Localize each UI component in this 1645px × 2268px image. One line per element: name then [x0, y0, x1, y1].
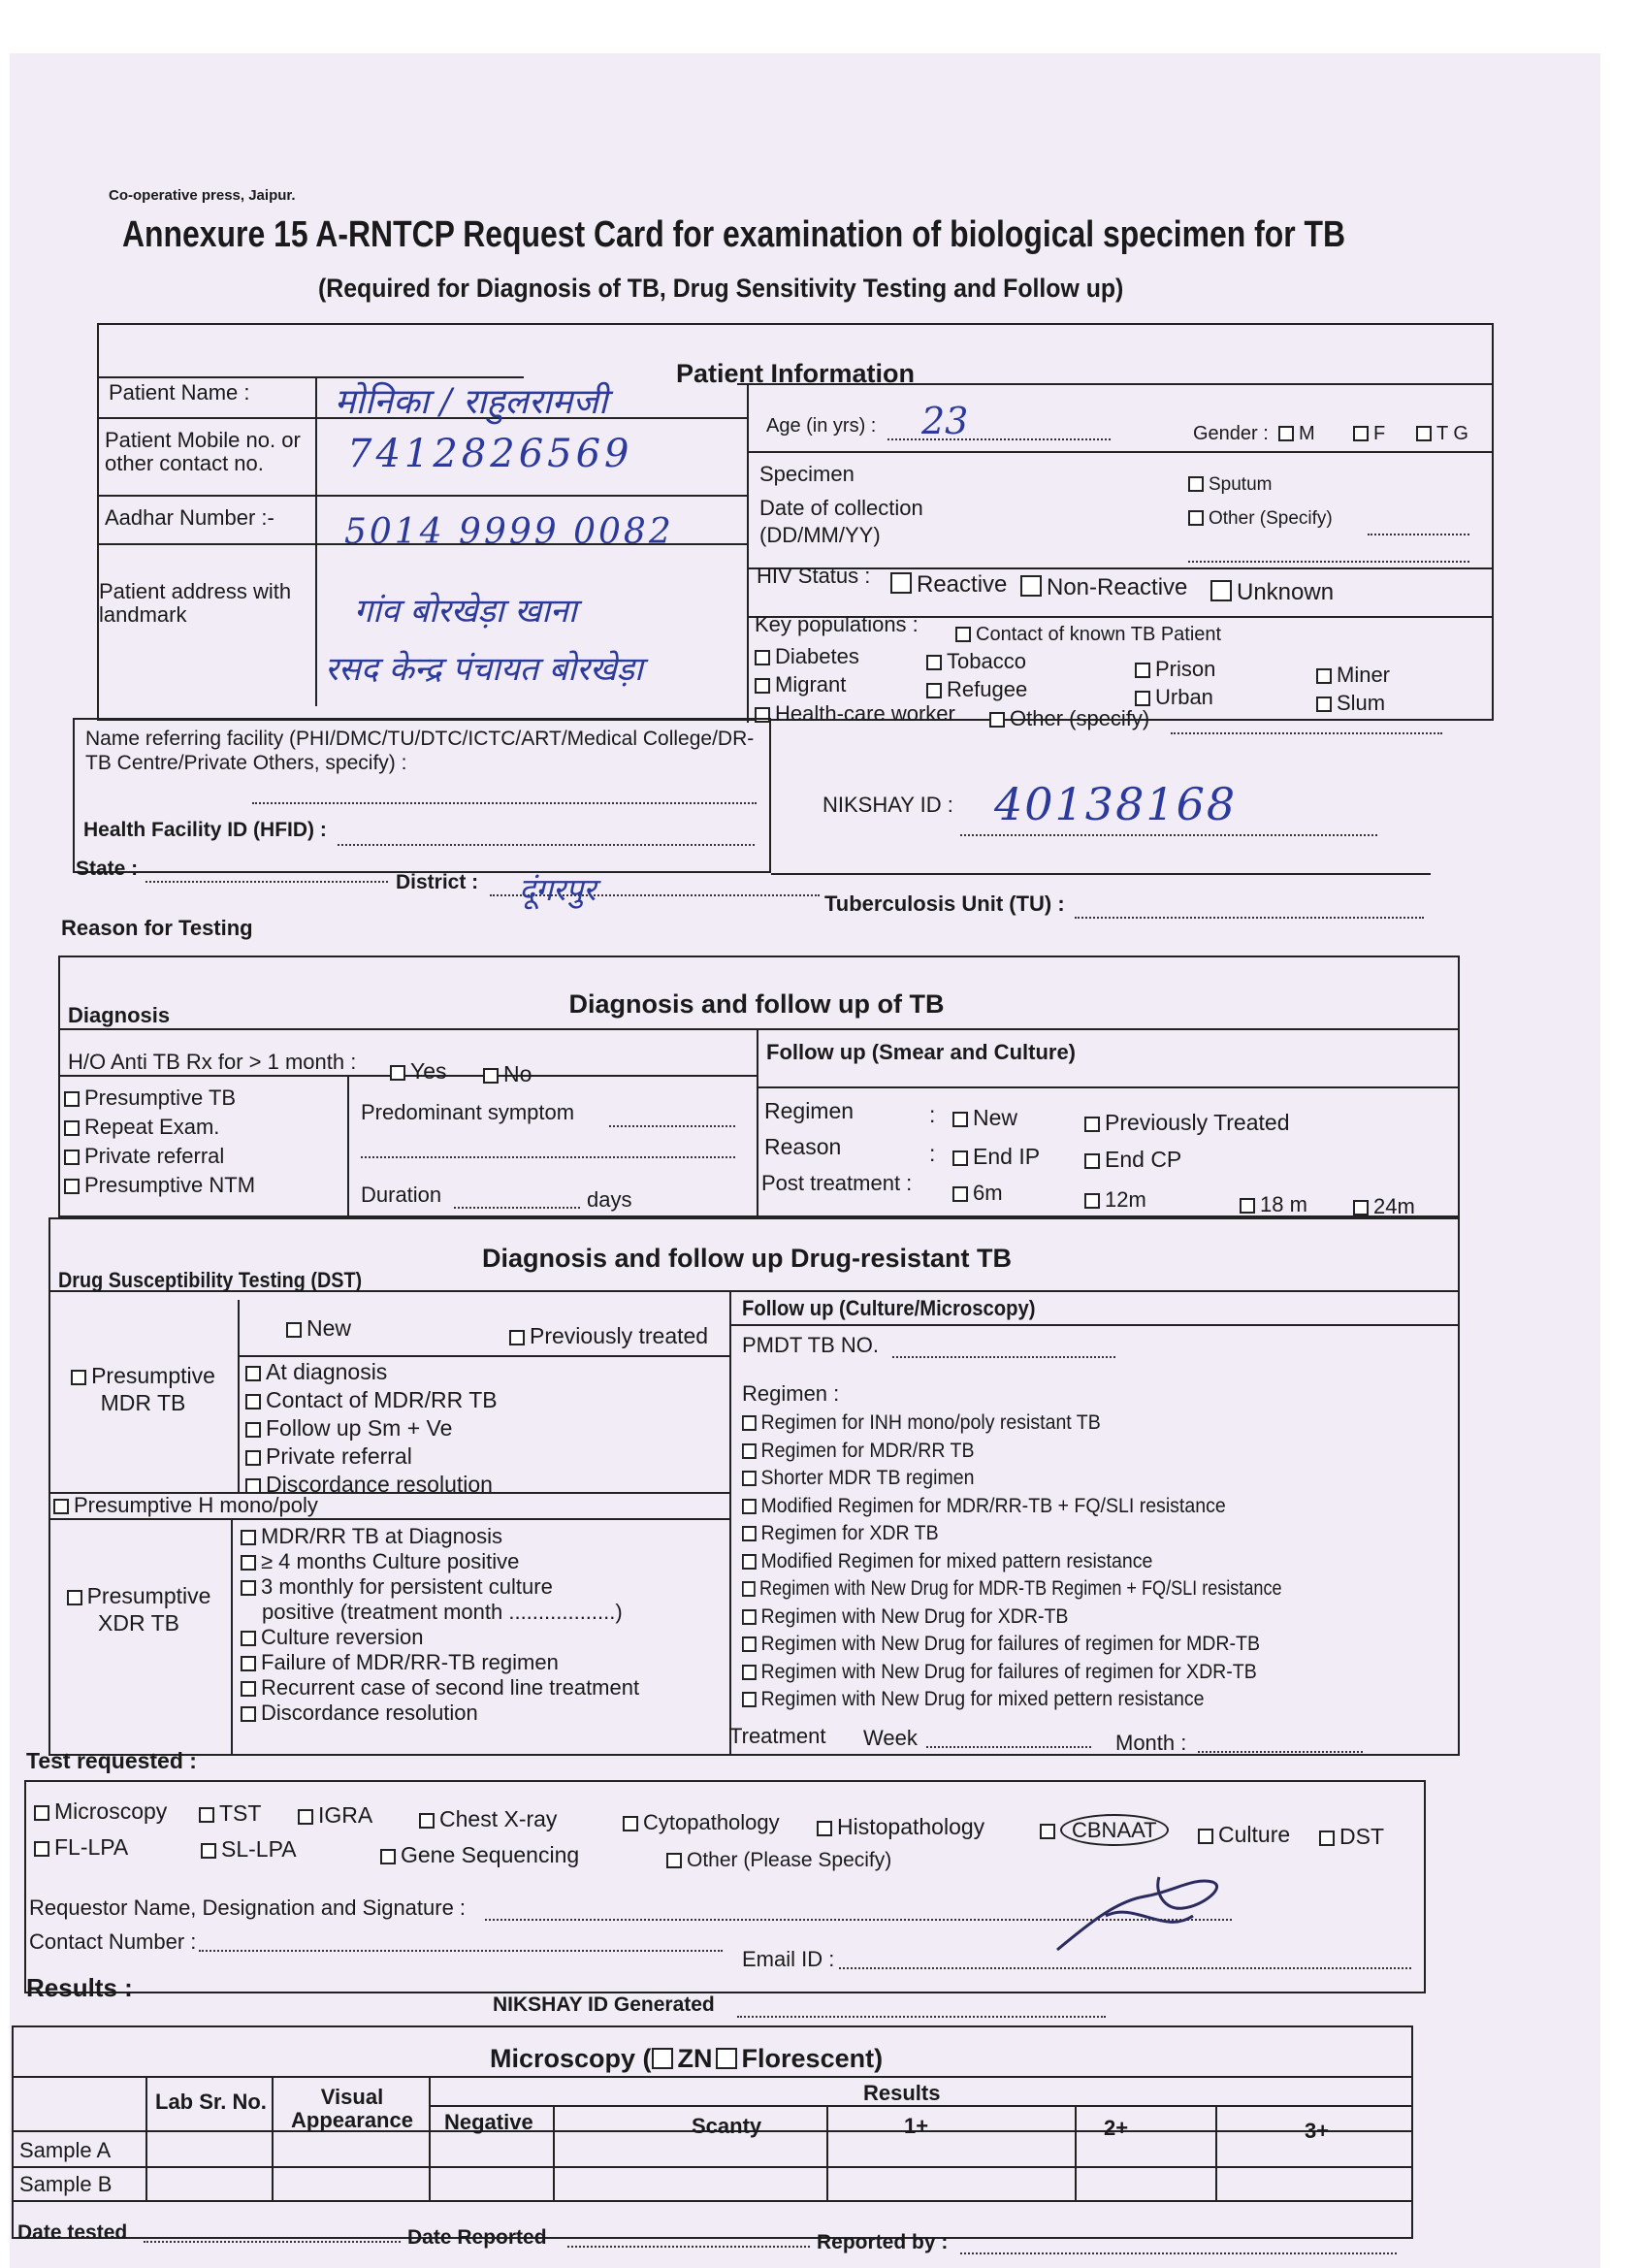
regimen-new[interactable]: New	[952, 1106, 1017, 1130]
key-populations-label: Key populations :	[755, 612, 919, 636]
dr-regimen-option[interactable]: Modified Regimen for mixed pattern resistance	[742, 1550, 1326, 1578]
xdr-positive-line: positive (treatment month ..................)	[262, 1600, 623, 1624]
patient-mobile-label: Patient Mobile no. or other contact no.	[105, 428, 301, 476]
test-gene-sequencing[interactable]: Gene Sequencing	[380, 1843, 579, 1867]
mdr-option[interactable]: Discordance resolution	[245, 1473, 498, 1501]
dr-regimen-option[interactable]: Modified Regimen for MDR/RR-TB + FQ/SLI resistance	[742, 1495, 1326, 1523]
test-other[interactable]: Other (Please Specify)	[666, 1849, 891, 1871]
dr-regimen-option[interactable]: Regimen with New Drug for MDR-TB Regimen + FQ/SLI resistance	[742, 1577, 1282, 1605]
diagnosis-label: Diagnosis	[68, 1003, 171, 1027]
email-label: Email ID :	[742, 1947, 835, 1971]
post-6m[interactable]: 6m	[952, 1182, 1003, 1205]
mdr-new[interactable]: New	[286, 1316, 351, 1341]
reason-end-ip[interactable]: End IP	[952, 1145, 1040, 1169]
presumptive-mdr[interactable]: Presumptive MDR TB	[53, 1363, 233, 1416]
hiv-label: HIV Status :	[757, 564, 871, 588]
negative-header: Negative	[444, 2110, 533, 2134]
followup-culture-title: Follow up (Culture/Microscopy)	[742, 1296, 1036, 1320]
gender-label: Gender :	[1193, 423, 1269, 444]
age-value: 23	[921, 400, 969, 442]
nikshay-generated-label: NIKSHAY ID Generated	[493, 1993, 715, 2016]
contact-number-label: Contact Number :	[29, 1929, 197, 1954]
followup-smear-title: Follow up (Smear and Culture)	[766, 1040, 1077, 1064]
keypop-urban[interactable]: Urban	[1135, 686, 1213, 709]
week-label: Week	[863, 1726, 918, 1750]
address-label: Patient address with landmark	[99, 579, 292, 628]
grade-3-header: 3+	[1305, 2119, 1330, 2143]
aadhar-value: 5014 9999 0082	[344, 512, 674, 552]
presumptive-ntm[interactable]: Presumptive NTM	[64, 1174, 255, 1197]
xdr-option[interactable]: ≥ 4 months Culture positive	[241, 1550, 639, 1575]
test-microscopy[interactable]: Microscopy	[34, 1799, 167, 1824]
post-18m[interactable]: 18 m	[1240, 1193, 1307, 1216]
mdr-option[interactable]: Private referral	[245, 1444, 498, 1473]
dr-regimen-option[interactable]: Regimen for INH mono/poly resistant TB	[742, 1411, 1326, 1440]
grade-1-header: 1+	[904, 2114, 929, 2138]
age-label: Age (in yrs) :	[766, 415, 877, 437]
hiv-reactive[interactable]: Reactive	[890, 572, 1007, 598]
presumptive-h-mono[interactable]: Presumptive H mono/poly	[53, 1494, 318, 1517]
gender-m[interactable]: M	[1278, 423, 1315, 444]
ho-anti-tb-label: H/O Anti TB Rx for > 1 month :	[68, 1050, 357, 1074]
xdr-option[interactable]: Discordance resolution	[241, 1701, 639, 1727]
mdr-option[interactable]: Follow up Sm + Ve	[245, 1416, 498, 1444]
press-name: Co-operative press, Jaipur.	[109, 187, 296, 204]
referring-facility-label: Name referring facility (PHI/DMC/TU/DTC/ICTC/ART/Medical College/DR-TB Centre/Private Others, specify) :	[85, 728, 755, 774]
reason-for-testing-label: Reason for Testing	[61, 916, 253, 940]
visual-appearance-header: Visual Appearance	[291, 2085, 413, 2133]
date-tested-label: Date tested	[17, 2221, 128, 2244]
florescent-option[interactable]: Florescent)	[741, 2044, 884, 2073]
xdr-option[interactable]: Culture reversion	[241, 1626, 639, 1651]
predominant-symptom-label: Predominant symptom	[361, 1100, 575, 1124]
date-reported-label: Date Reported	[407, 2226, 547, 2249]
dr-tb-title: Diagnosis and follow up Drug-resistant TB	[481, 1244, 1013, 1273]
dr-regimen-option[interactable]: Regimen with New Drug for XDR-TB	[742, 1605, 1326, 1634]
test-requested-label: Test requested :	[26, 1748, 197, 1773]
mdr-option[interactable]: Contact of MDR/RR TB	[245, 1388, 498, 1416]
dr-regimen-list	[742, 1411, 1370, 1716]
xdr-option[interactable]: Recurrent case of second line treatment	[241, 1676, 639, 1701]
address-line1: गांव बोरखेड़ा खाना	[354, 592, 577, 631]
address-line2: रसद केन्द्र पंचायत बोरखेड़ा	[325, 650, 643, 689]
reported-by-label: Reported by :	[817, 2231, 949, 2253]
test-dst[interactable]: DST	[1319, 1825, 1384, 1849]
keypop-other[interactable]: Other (specify)	[989, 707, 1149, 730]
post-treatment-label: Post treatment :	[761, 1171, 913, 1195]
patient-name-value: मोनिका / राहुलरामजी	[335, 382, 608, 422]
test-sl-lpa[interactable]: SL-LPA	[201, 1837, 297, 1862]
keypop-contact[interactable]: Contact of known TB Patient	[955, 624, 1221, 645]
dx-tb-title: Diagnosis and follow up of TB	[568, 989, 945, 1019]
treatment-label: Treatment	[729, 1724, 826, 1748]
dst-title: Drug Susceptibility Testing (DST)	[58, 1268, 363, 1292]
keypop-tobacco[interactable]: Tobacco	[926, 650, 1026, 673]
keypop-refugee[interactable]: Refugee	[926, 678, 1027, 701]
sample-a-label: Sample A	[19, 2138, 112, 2162]
other-specimen-option[interactable]: Other (Specify)	[1188, 509, 1333, 530]
hiv-unknown[interactable]: Unknown	[1210, 580, 1334, 605]
dr-regimen-label: Regimen :	[742, 1381, 840, 1406]
test-igra[interactable]: IGRA	[298, 1803, 372, 1828]
dr-regimen-option[interactable]: Regimen with New Drug for mixed pettern resistance	[742, 1688, 1326, 1716]
keypop-diabetes[interactable]: Diabetes	[755, 645, 859, 668]
sputum-option[interactable]: Sputum	[1188, 475, 1272, 496]
state-label: State :	[76, 858, 139, 880]
pmdt-label: PMDT TB NO.	[742, 1333, 879, 1357]
month-label: Month :	[1115, 1731, 1187, 1755]
test-culture[interactable]: Culture	[1198, 1823, 1290, 1847]
ho-no[interactable]: No	[483, 1062, 532, 1086]
ho-yes[interactable]: Yes	[390, 1059, 447, 1084]
mdr-option[interactable]: At diagnosis	[245, 1360, 498, 1388]
private-referral[interactable]: Private referral	[64, 1145, 224, 1168]
test-chest-xray[interactable]: Chest X-ray	[419, 1807, 557, 1831]
reason-label: Reason	[764, 1134, 842, 1159]
microscopy-title: Microscopy ( ZN Florescent)	[490, 2044, 884, 2073]
dr-regimen-option[interactable]: Regimen for XDR TB	[742, 1522, 1326, 1550]
gender-tg[interactable]: T G	[1416, 423, 1468, 444]
presumptive-tb[interactable]: Presumptive TB	[64, 1086, 236, 1110]
dr-regimen-option[interactable]: Regimen with New Drug for failures of regimen for MDR-TB	[742, 1633, 1326, 1661]
sample-b-label: Sample B	[19, 2172, 113, 2196]
keypop-hcw[interactable]: Health-care worker	[755, 702, 955, 726]
patient-mobile-value: 7412826569	[347, 432, 633, 476]
results-header: Results	[863, 2081, 941, 2105]
presumptive-xdr[interactable]: Presumptive XDR TB	[47, 1583, 231, 1636]
repeat-exam[interactable]: Repeat Exam.	[64, 1116, 219, 1139]
hiv-nonreactive[interactable]: Non-Reactive	[1020, 575, 1187, 600]
regimen-prev-treated[interactable]: Previously Treated	[1084, 1111, 1289, 1135]
test-histopathology[interactable]: Histopathology	[817, 1815, 984, 1839]
xdr-option[interactable]: Failure of MDR/RR-TB regimen	[241, 1651, 639, 1676]
results-label: Results :	[26, 1973, 133, 2002]
days-label: days	[587, 1187, 632, 1212]
tu-label: Tuberculosis Unit (TU) :	[824, 891, 1065, 916]
zn-option[interactable]: ZN	[677, 2044, 713, 2073]
mdr-prev-treated[interactable]: Previously treated	[509, 1324, 708, 1348]
requestor-label: Requestor Name, Designation and Signature :	[29, 1895, 467, 1920]
xdr-option[interactable]: MDR/RR TB at Diagnosis	[241, 1525, 639, 1550]
hfid-label: Health Facility ID (HFID) :	[83, 819, 327, 841]
patient-section-title: Patient Information	[675, 359, 915, 388]
post-12m[interactable]: 12m	[1084, 1188, 1146, 1212]
keypop-prison[interactable]: Prison	[1135, 658, 1215, 681]
lab-sr-header: Lab Sr. No.	[155, 2090, 267, 2114]
xdr-option[interactable]: 3 monthly for persistent culture	[241, 1575, 639, 1601]
test-cbnaat[interactable]: CBNAAT	[1040, 1819, 1169, 1842]
nikshay-id-value: 40138168	[994, 778, 1238, 830]
dr-regimen-option[interactable]: Regimen with New Drug for failures of regimen for XDR-TB	[742, 1661, 1326, 1689]
specimen-label: Specimen	[759, 462, 855, 486]
nikshay-id-label: NIKSHAY ID :	[822, 793, 953, 817]
dr-regimen-option[interactable]: Regimen for MDR/RR TB	[742, 1440, 1326, 1468]
xdr-options-list	[241, 1525, 639, 1727]
signature-icon	[1048, 1858, 1242, 1964]
aadhar-label: Aadhar Number :-	[105, 505, 274, 530]
test-tst[interactable]: TST	[199, 1801, 261, 1826]
form-subtitle: (Required for Diagnosis of TB, Drug Sensitivity Testing and Follow up)	[318, 274, 1124, 303]
keypop-migrant[interactable]: Migrant	[755, 673, 846, 697]
grade-2-header: 2+	[1104, 2116, 1129, 2140]
post-24m[interactable]: 24m	[1353, 1195, 1415, 1218]
duration-label: Duration	[361, 1183, 442, 1207]
keypop-slum[interactable]: Slum	[1316, 692, 1385, 715]
district-value: दूंगरपुर	[519, 871, 597, 908]
keypop-miner[interactable]: Miner	[1316, 664, 1390, 687]
test-cytopathology[interactable]: Cytopathology	[623, 1811, 780, 1834]
form-title: Annexure 15 A-RNTCP Request Card for examination of biological specimen for TB	[122, 214, 1346, 255]
regimen-label: Regimen	[764, 1098, 855, 1123]
collection-date-label: Date of collection (DD/MM/YY)	[759, 496, 923, 547]
gender-f[interactable]: F	[1353, 423, 1385, 444]
district-label: District :	[396, 871, 479, 893]
dr-regimen-option[interactable]: Shorter MDR TB regimen	[742, 1467, 1326, 1495]
mdr-options-list	[245, 1360, 498, 1501]
patient-name-label: Patient Name :	[109, 380, 250, 405]
test-fl-lpa[interactable]: FL-LPA	[34, 1835, 128, 1860]
reason-end-cp[interactable]: End CP	[1084, 1148, 1181, 1172]
scanty-header: Scanty	[692, 2114, 762, 2138]
